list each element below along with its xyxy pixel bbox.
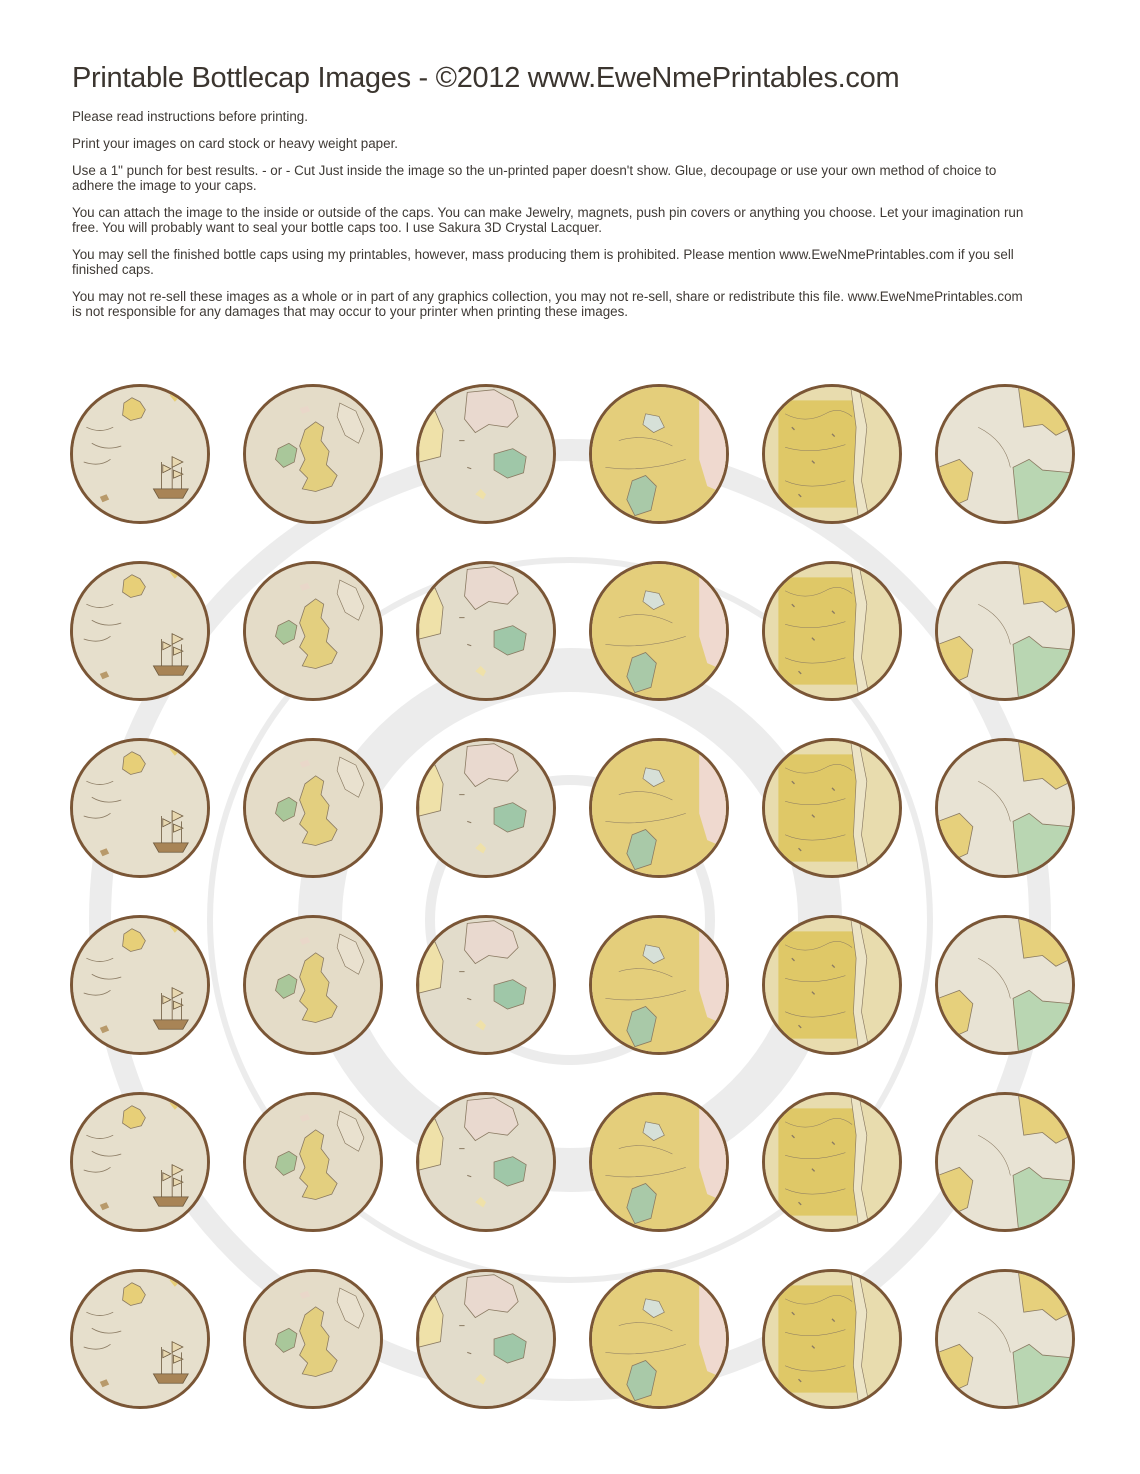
bottlecap-image — [70, 1269, 210, 1409]
british-isles-map — [246, 741, 380, 875]
dense-region-map — [765, 741, 899, 875]
coastal-bay-map — [938, 1095, 1072, 1229]
bottlecap-image — [762, 1092, 902, 1232]
bottlecap-image — [416, 738, 556, 878]
instruction-paragraph: You can attach the image to the inside or outside of the caps. You can make Jewelry, magnets, push pin covers or anything you choose. Let your imagination run free. You will probably want to seal your bottle caps too. I use Sakura 3D Crystal Lacquer. — [72, 205, 1024, 235]
ship-map — [73, 918, 207, 1052]
greenland-map — [419, 1272, 553, 1406]
continent-map — [592, 1272, 726, 1406]
greenland-map — [419, 741, 553, 875]
bottlecap-image — [935, 1092, 1075, 1232]
coastal-bay-map — [938, 564, 1072, 698]
greenland-map — [419, 1095, 553, 1229]
bottlecap-image — [589, 1269, 729, 1409]
bottlecap-image — [243, 384, 383, 524]
bottlecap-image — [762, 561, 902, 701]
bottlecap-image — [243, 561, 383, 701]
bottlecap-image — [589, 561, 729, 701]
bottlecap-image — [416, 384, 556, 524]
bottlecap-image — [935, 915, 1075, 1055]
bottlecap-image — [935, 561, 1075, 701]
british-isles-map — [246, 564, 380, 698]
bottlecap-image — [243, 1092, 383, 1232]
bottlecap-image — [762, 738, 902, 878]
bottlecap-image — [762, 384, 902, 524]
bottlecap-grid — [70, 384, 1075, 1454]
bottlecap-image — [935, 1269, 1075, 1409]
bottlecap-image — [70, 738, 210, 878]
british-isles-map — [246, 1272, 380, 1406]
continent-map — [592, 918, 726, 1052]
bottlecap-image — [416, 1269, 556, 1409]
british-isles-map — [246, 1095, 380, 1229]
instruction-paragraph: Print your images on card stock or heavy weight paper. — [72, 136, 399, 151]
greenland-map — [419, 564, 553, 698]
dense-region-map — [765, 1272, 899, 1406]
bottlecap-image — [243, 1269, 383, 1409]
bottlecap-image — [70, 1092, 210, 1232]
instruction-paragraph: Use a 1" punch for best results. - or - Cut Just inside the image so the un-printed paper doesn't show. Glue, decoupage or use your own method of choice to adhere the image to your caps. — [72, 163, 997, 193]
british-isles-map — [246, 918, 380, 1052]
bottlecap-image — [762, 915, 902, 1055]
bottlecap-image — [589, 738, 729, 878]
dense-region-map — [765, 564, 899, 698]
bottlecap-image — [70, 384, 210, 524]
bottlecap-image — [589, 1092, 729, 1232]
bottlecap-image — [589, 915, 729, 1055]
dense-region-map — [765, 387, 899, 521]
bottlecap-image — [70, 915, 210, 1055]
page-title: Printable Bottlecap Images - ©2012 www.EweNmePrintables.com — [72, 62, 900, 94]
bottlecap-image — [935, 738, 1075, 878]
bottlecap-image — [589, 384, 729, 524]
instruction-paragraph: You may not re-sell these images as a whole or in part of any graphics collection, you may not re-sell, share or redistribute this file. www.EweNmePrintables.com is not responsible for any damages that may occur to your printer when printing these images. — [72, 289, 1023, 319]
ship-map — [73, 387, 207, 521]
ship-map — [73, 564, 207, 698]
continent-map — [592, 741, 726, 875]
bottlecap-image — [243, 738, 383, 878]
ship-map — [73, 1272, 207, 1406]
ship-map — [73, 741, 207, 875]
coastal-bay-map — [938, 918, 1072, 1052]
bottlecap-image — [416, 915, 556, 1055]
bottlecap-image — [935, 384, 1075, 524]
ship-map — [73, 1095, 207, 1229]
instruction-paragraph: Please read instructions before printing. — [72, 109, 308, 124]
coastal-bay-map — [938, 1272, 1072, 1406]
dense-region-map — [765, 918, 899, 1052]
bottlecap-image — [70, 561, 210, 701]
bottlecap-image — [243, 915, 383, 1055]
coastal-bay-map — [938, 387, 1072, 521]
coastal-bay-map — [938, 741, 1072, 875]
dense-region-map — [765, 1095, 899, 1229]
continent-map — [592, 1095, 726, 1229]
continent-map — [592, 387, 726, 521]
continent-map — [592, 564, 726, 698]
instruction-paragraph: You may sell the finished bottle caps using my printables, however, mass producing them is prohibited. Please mention www.EweNmePrintables.com if you sell finished caps. — [72, 247, 1014, 277]
bottlecap-image — [416, 1092, 556, 1232]
bottlecap-image — [762, 1269, 902, 1409]
greenland-map — [419, 918, 553, 1052]
greenland-map — [419, 387, 553, 521]
bottlecap-image — [416, 561, 556, 701]
instructions-header — [72, 62, 1072, 331]
british-isles-map — [246, 387, 380, 521]
